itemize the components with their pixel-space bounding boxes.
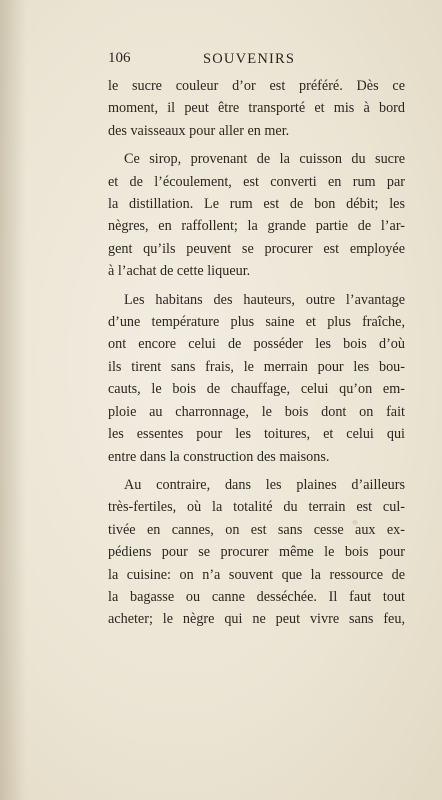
text-line: la cuisine: on n’a souvent que la ressource de [108, 566, 405, 583]
text-line: les essentes pour les toitures, et celui qui [108, 426, 405, 443]
page-header [108, 50, 408, 72]
text-line: la distillation. Le rum est de bon débit; les [108, 196, 405, 213]
text-line: tivée en cannes, on est sans cesse aux ex- [108, 521, 405, 538]
text-line: Les habitans des hauteurs, outre l’avantage [124, 291, 405, 308]
running-head: SOUVENIRS [203, 51, 296, 67]
text-line: moment, il peut être transporté et mis à bord [108, 100, 405, 117]
text-line: acheter; le nègre qui ne peut vivre sans feu, [108, 611, 405, 628]
text-line: le sucre couleur d’or est préféré. Dès ce [108, 78, 405, 94]
text-line: Au contraire, dans les plaines d’ailleurs [124, 476, 405, 493]
text-line: Ce sirop, provenant de la cuisson du sucre [124, 151, 405, 168]
paragraph [108, 289, 405, 468]
text-line: cauts, le bois de chauffage, celui qu’on em- [108, 381, 405, 398]
text-line: gent qu’ils peuvent se procurer est employée [108, 240, 405, 257]
paragraph [108, 75, 405, 142]
text-line: nègres, en raffollent; la grande partie de l’ar- [108, 218, 405, 235]
text-line: entre dans la construction des maisons. [108, 448, 330, 465]
spine-shadow [0, 0, 26, 800]
body-text [108, 75, 405, 637]
text-line: à l’achat de cette liqueur. [108, 263, 251, 280]
text-line: ils tirent sans frais, le merrain pour les bou- [108, 358, 405, 375]
text-line: très-fertiles, où la totalité du terrain est cul- [108, 499, 405, 516]
paragraph [108, 148, 405, 282]
text-line: ont encore celui de posséder les bois d’où [108, 336, 405, 353]
text-line: pédiens pour se procurer même le bois pour [108, 544, 405, 561]
text-line: la bagasse ou canne desséchée. Il faut tout [108, 588, 405, 605]
page-number: 106 [108, 50, 131, 66]
text-line: des vaisseaux pour aller en mer. [108, 122, 290, 139]
text-line: ploie au charronnage, le bois dont on fait [108, 403, 405, 420]
text-line: d’une température plus saine et plus fraîche, [108, 314, 405, 331]
text-line: et de l’écoulement, est converti en rum par [108, 173, 405, 190]
paragraph [108, 474, 405, 631]
